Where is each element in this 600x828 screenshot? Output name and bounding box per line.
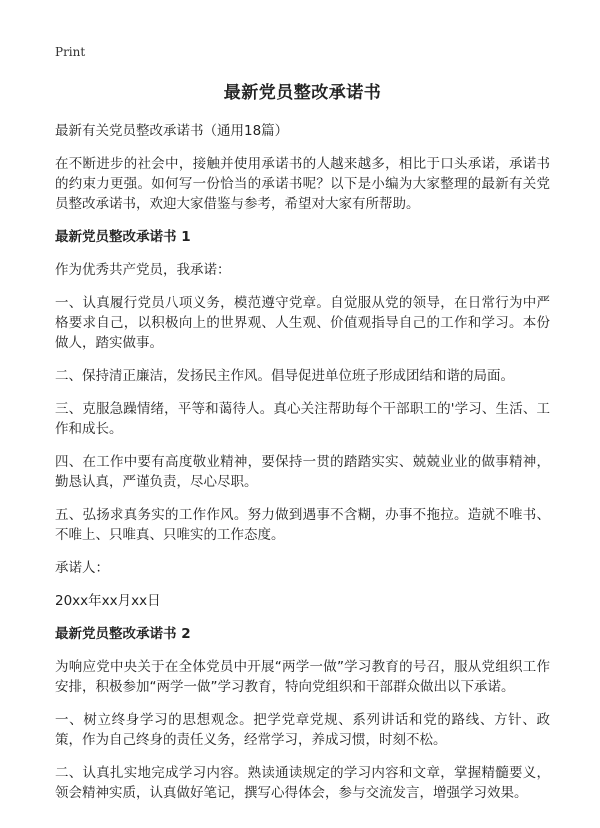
document-subtitle: 最新有关党员整改承诺书（通用18篇） — [55, 123, 289, 139]
paragraph: 作为优秀共产党员，我承诺： — [55, 262, 231, 278]
intro-paragraph: 在不断进步的社会中，接触并使用承诺书的人越来越多，相比于口头承诺，承诺书的约束力更强。如何写一份恰当的承诺书呢？以下是小编为大家整理的最新有关党员整改承诺书，欢迎大家借鉴与参考，希望对大家有所帮助。 — [55, 156, 550, 212]
print-link[interactable]: Print — [55, 45, 86, 59]
paragraph: 五、弘扬求真务实的工作作风。努力做到遇事不含糊，办事不拖拉。造就不唯书、不唯上、只唯真、只唯实的工作态度。 — [55, 507, 550, 543]
paragraph: 一、认真履行党员八项义务，模范遵守党章。自觉服从党的领导，在日常行为中严格要求自己，以积极向上的世界观、人生观、价值观指导自己的工作和学习。本份做人，踏实做事。 — [55, 295, 550, 351]
paragraph: 四、在工作中要有高度敬业精神，要保持一贯的踏踏实实、兢兢业业的做事精神，勤恳认真，严谨负责，尽心尽职。 — [55, 454, 550, 490]
paragraph: 为响应党中央关于在全体党员中开展“两学一做”学习教育的号召，服从党组织工作安排，积极参加“两学一做”学习教育，特向党组织和干部群众做出以下承诺。 — [55, 659, 550, 695]
section-heading-1: 最新党员整改承诺书 1 — [55, 229, 191, 245]
paragraph: 一、树立终身学习的思想观念。把学党章党规、系列讲话和党的路线、方针、政策，作为自己终身的责任义务，经常学习，养成习惯，时刻不松。 — [55, 712, 550, 748]
document-body — [55, 78, 550, 816]
paragraph: 二、认真扎实地完成学习内容。熟读通读规定的学习内容和文章，掌握精髓要义，领会精神实质，认真做好笔记，撰写心得体会，参与交流发言，增强学习效果。 — [55, 765, 550, 801]
paragraph: 三、克服急躁情绪，平等和蔼待人。真心关注帮助每个干部职工的'学习、生活、工作和成长。 — [55, 401, 550, 437]
signature-date: 20xx年xx月xx日 — [55, 593, 161, 609]
signer-label: 承诺人： — [55, 560, 109, 576]
document-title: 最新党员整改承诺书 — [223, 83, 382, 103]
section-heading-2: 最新党员整改承诺书 2 — [55, 626, 191, 642]
paragraph: 二、保持清正廉洁，发扬民主作风。倡导促进单位班子形成团结和谐的局面。 — [55, 368, 514, 384]
